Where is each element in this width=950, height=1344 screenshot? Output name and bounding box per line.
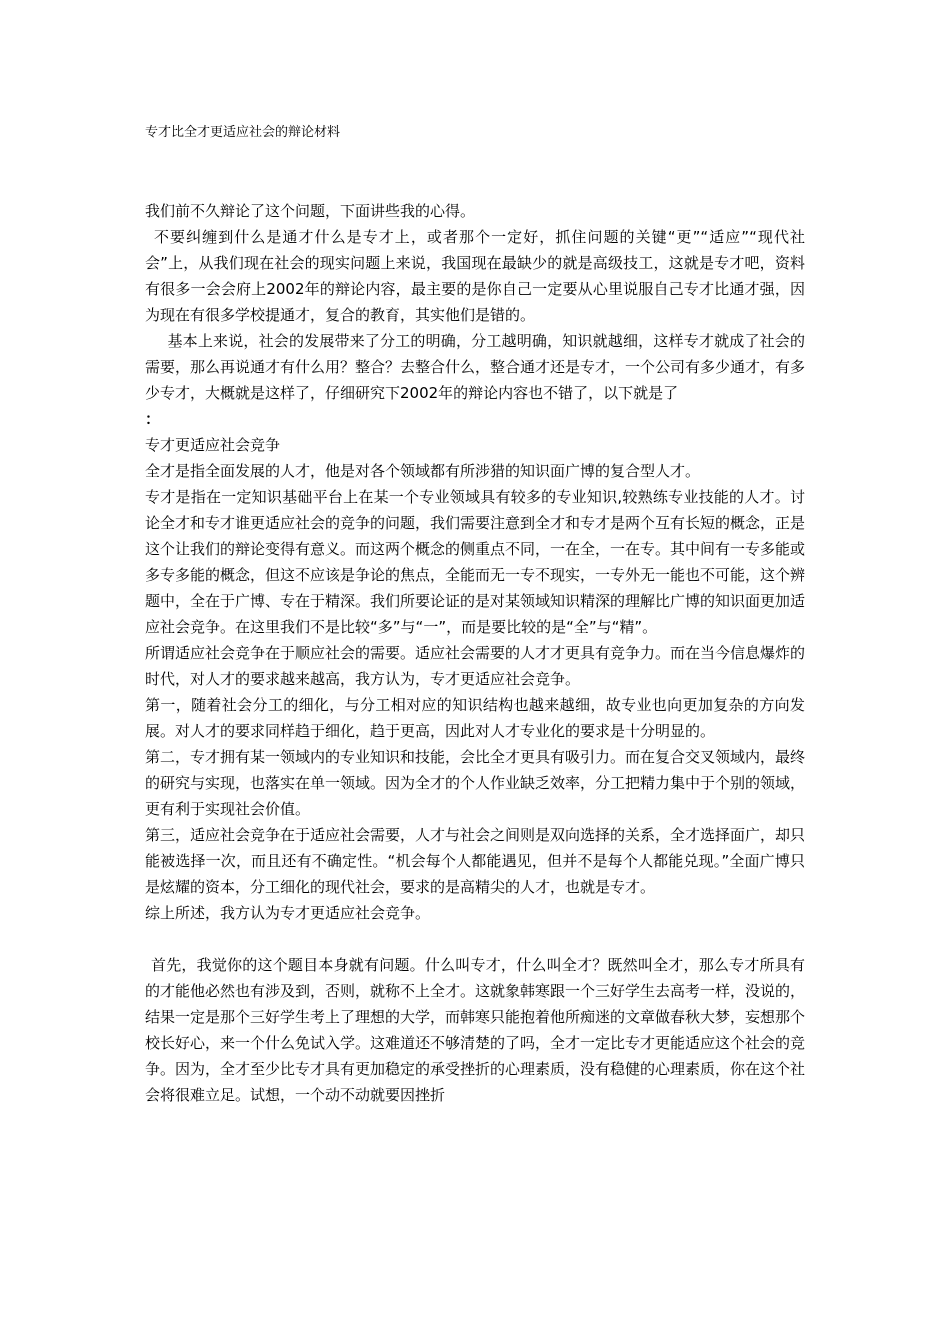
paragraph-point-two: 第二，专才拥有某一领域内的专业知识和技能，会比全才更具有吸引力。而在复合交叉领域内，最终的研究与实现，也落实在单一领域。因为全才的个人作业缺乏效率，分工把精力集中于个别的领域，更有利于实现社会价值。 — [145, 748, 806, 818]
document-title: 专才比全才更适应社会的辩论材料 — [145, 125, 341, 140]
paragraph-division-of-labor: 基本上来说，社会的发展带来了分工的明确，分工越明确，知识就越细，这样专才就成了社会的需要，那么再说通才有什么用？整合？去整合什么，整合通才还是专才，一个公司有多少通才，有多少专才，大概就是这样了，仔细研究下2002年的辩论内容也不错了，以下就是了 — [145, 332, 806, 402]
paragraph-point-one: 第一，随着社会分工的细化，与分工相对应的知识结构也越来越细，故专业也向更加复杂的方向发展。对人才的要求同样趋于细化，趋于更高，因此对人才专业化的要求是十分明显的。 — [145, 696, 805, 740]
paragraph-key-points: 不要纠缠到什么是通才什么是专才上，或者那个一定好，抓住问题的关键“更”“适应”“现代社会”上，从我们现在社会的现实问题上来说，我国现在最缺少的就是高级技工，这就是专才吧，资料有很多一会会府上2002年的辩论内容，最主要的是你自己一定要从心里说服自己专才比通才强，因为现在有很多学校提通才，复合的教育，其实他们是错的。 — [145, 228, 805, 324]
paragraph-adaptation: 所谓适应社会竞争在于顺应社会的需要。适应社会需要的人才才更具有竞争力。而在当今信息爆炸的时代，对人才的要求越来越高，我方认为，专才更适应社会竞争。 — [145, 644, 806, 688]
paragraph-gap — [145, 926, 805, 952]
paragraph-conclusion: 综上所述，我方认为专才更适应社会竞争。 — [145, 904, 431, 922]
section-heading: 专才更适应社会竞争 — [145, 436, 281, 454]
paragraph-definition-specialist: 专才是指在一定知识基础平台上在某一个专业领域具有较多的专业知识,较熟练专业技能的人才。讨论全才和专才谁更适应社会的竞争的问题，我们需要注意到全才和专才是两个互有长短的概念，正是这个让我们的辩论变得有意义。而这两个概念的侧重点不同，一在全，一在专。其中间有一专多能或多专多能的概念，但这不应该是争论的焦点，全能而无一专不现实，一专外无一能也不可能，这个辨题中，全在于广博、专在于精深。我们所要论证的是对某领域知识精深的理解比广博的知识面更加适应社会竞争。在这里我们不是比较“多”与“一”，而是要比较的是“全”与“精”。 — [145, 488, 806, 636]
paragraph-point-three: 第三，适应社会竞争在于适应社会需要，人才与社会之间则是双向选择的关系，全才选择面广，却只能被选择一次，而且还有不确定性。“机会每个人都能遇见，但并不是每个人都能兑现。”全面广博只是炫耀的资本，分工细化的现代社会，要求的是高精尖的人才，也就是专才。 — [145, 826, 806, 896]
colon-line: ： — [145, 410, 161, 428]
paragraph-intro: 我们前不久辩论了这个问题，下面讲些我的心得。 — [145, 202, 476, 220]
document-body — [145, 198, 805, 1108]
paragraph-definition-generalist: 全才是指全面发展的人才，他是对各个领域都有所涉猎的知识面广博的复合型人才。 — [145, 462, 701, 480]
paragraph-rebuttal: 首先，我觉你的这个题目本身就有问题。什么叫专才，什么叫全才？既然叫全才，那么专才所具有的才能他必然也有涉及到，否则，就称不上全才。这就象韩寒跟一个三好学生去高考一样，没说的，结果一定是那个三好学生考上了理想的大学，而韩寒只能抱着他所痴迷的文章做春秋大梦，妄想那个校长好心，来一个什么免试入学。这难道还不够清楚的了吗，全才一定比专才更能适应这个社会的竞争。因为，全才至少比专才具有更加稳定的承受挫折的心理素质，没有稳健的心理素质，你在这个社会将很难立足。试想，一个动不动就要因挫折 — [145, 956, 806, 1104]
